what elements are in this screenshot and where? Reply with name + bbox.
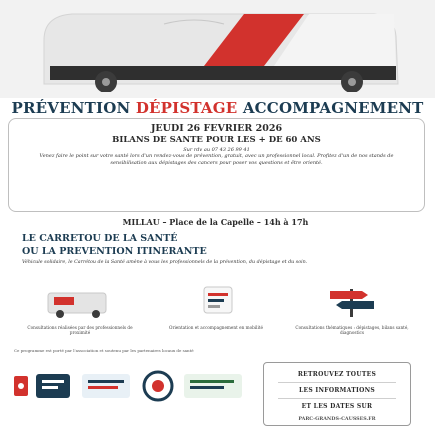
event-box — [8, 118, 425, 212]
cta-line-1: RETROUVEZ TOUTES — [297, 371, 377, 378]
headline-prevention: PRÉVENTION — [11, 99, 136, 117]
partner-logo-icon — [82, 374, 130, 398]
cta-divider — [278, 398, 396, 399]
pitch-title: LE CARRETOU DE LA SANTÉ — [22, 233, 178, 244]
signpost-icon — [286, 283, 418, 321]
page-headline — [0, 99, 435, 117]
partner-logo-icon — [184, 374, 242, 398]
partner-logo-icon — [14, 376, 28, 396]
info-point-icon — [150, 283, 282, 321]
event-place: MILLAU – Place de la Capelle – 14h à 17h — [122, 217, 309, 227]
cta-line-2: LES INFORMATIONS — [298, 387, 376, 394]
partner-logos — [12, 362, 248, 410]
feature-caption-1: Consultations réalisées par des professionnels de proximité — [27, 325, 133, 336]
cta-website-link: PARC-GRANDS-CAUSSES.FR — [298, 416, 376, 422]
cta-divider — [278, 382, 396, 383]
pitch-section — [22, 233, 422, 266]
headline-depistage: DÉPISTAGE — [135, 99, 238, 117]
partners-caption: Ce programme est porté par l'association et soutenu par les partenaires locaux de santé — [14, 348, 194, 353]
feature-caption-3: Consultations thématiques : dépistages, bilans santé, diagnostics — [295, 325, 409, 336]
event-description: Venez faire le point sur votre santé lors d'un rendez-vous de prévention, gratuit, avec un professionnel local. Profitez d'un de nos stands de sensibilisation aux dépistages des cancers pour poser vos questions et être orienté. — [39, 153, 394, 166]
pitch-description: Véhicule solidaire, le Carrétou de la Santé amène à vous les professionnels de la prévention, du dépistage et du soin. — [22, 260, 308, 265]
pitch-subtitle: OU LA PREVENTION ITINERANTE — [22, 246, 207, 257]
event-date: JEUDI 26 FEVRIER 2026 — [150, 123, 283, 134]
feature-orientation — [150, 283, 282, 345]
cta-line-3: ET LES DATES SUR — [301, 403, 373, 410]
bus-illustration — [14, 6, 402, 92]
hero-banner — [0, 0, 435, 98]
feature-caption-2: Orientation et accompagnement en mobilité — [169, 325, 263, 330]
headline-accompagnement: ACCOMPAGNEMENT — [237, 99, 424, 117]
partner-logo-icon — [36, 374, 70, 398]
feature-consultations — [14, 283, 146, 345]
info-cta-button[interactable] — [263, 362, 411, 426]
van-icon — [14, 283, 146, 321]
partner-logo-icon — [144, 372, 172, 400]
feature-thematiques — [286, 283, 418, 345]
event-phone: Sur rdv au 07 43 26 99 41 — [183, 147, 250, 153]
event-subtitle: BILANS DE SANTE POUR LES + DE 60 ANS — [112, 135, 321, 145]
